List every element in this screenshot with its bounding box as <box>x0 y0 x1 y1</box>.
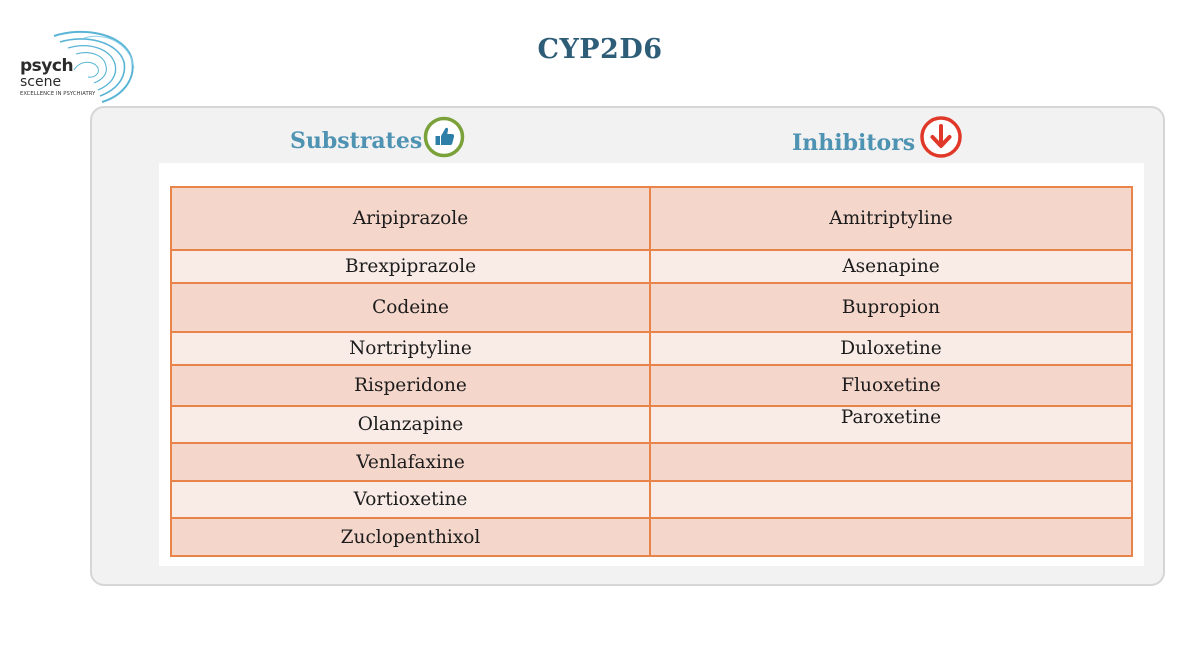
substrate-cell: Nortriptyline <box>171 332 650 365</box>
table-row <box>171 187 1132 250</box>
table-row <box>171 332 1132 365</box>
inhibitor-cell: Paroxetine <box>650 406 1132 443</box>
inhibitor-cell: Asenapine <box>650 250 1132 283</box>
table-row <box>171 365 1132 406</box>
table-row <box>171 443 1132 481</box>
substrate-cell: Vortioxetine <box>171 481 650 518</box>
substrate-cell: Codeine <box>171 283 650 332</box>
inhibitor-cell <box>650 518 1132 556</box>
thumbs-up-icon <box>421 116 467 162</box>
substrate-cell: Venlafaxine <box>171 443 650 481</box>
logo-tagline: EXCELLENCE IN PSYCHIATRY <box>20 91 96 97</box>
logo-name-line2: scene <box>20 74 62 90</box>
inhibitor-cell <box>650 443 1132 481</box>
inhibitor-cell: Bupropion <box>650 283 1132 332</box>
table-row <box>171 250 1132 283</box>
substrate-cell: Olanzapine <box>171 406 650 443</box>
substrate-cell: Aripiprazole <box>171 187 650 250</box>
arrow-down-circle-icon <box>918 115 964 163</box>
table-row <box>171 406 1132 443</box>
logo-name-line1: psych <box>20 56 74 76</box>
inhibitors-heading: Inhibitors <box>792 130 916 156</box>
substrate-cell: Risperidone <box>171 365 650 406</box>
table-row <box>171 481 1132 518</box>
table-row <box>171 283 1132 332</box>
page-title: CYP2D6 <box>537 34 663 65</box>
table-row <box>171 518 1132 556</box>
substrate-cell: Zuclopenthixol <box>171 518 650 556</box>
inhibitor-cell <box>650 481 1132 518</box>
inhibitor-cell: Fluoxetine <box>650 365 1132 406</box>
substrate-cell: Brexpiprazole <box>171 250 650 283</box>
inhibitor-cell: Amitriptyline <box>650 187 1132 250</box>
inhibitor-cell: Duloxetine <box>650 332 1132 365</box>
substrates-heading: Substrates <box>290 128 423 154</box>
cyp2d6-drug-table <box>170 186 1133 557</box>
